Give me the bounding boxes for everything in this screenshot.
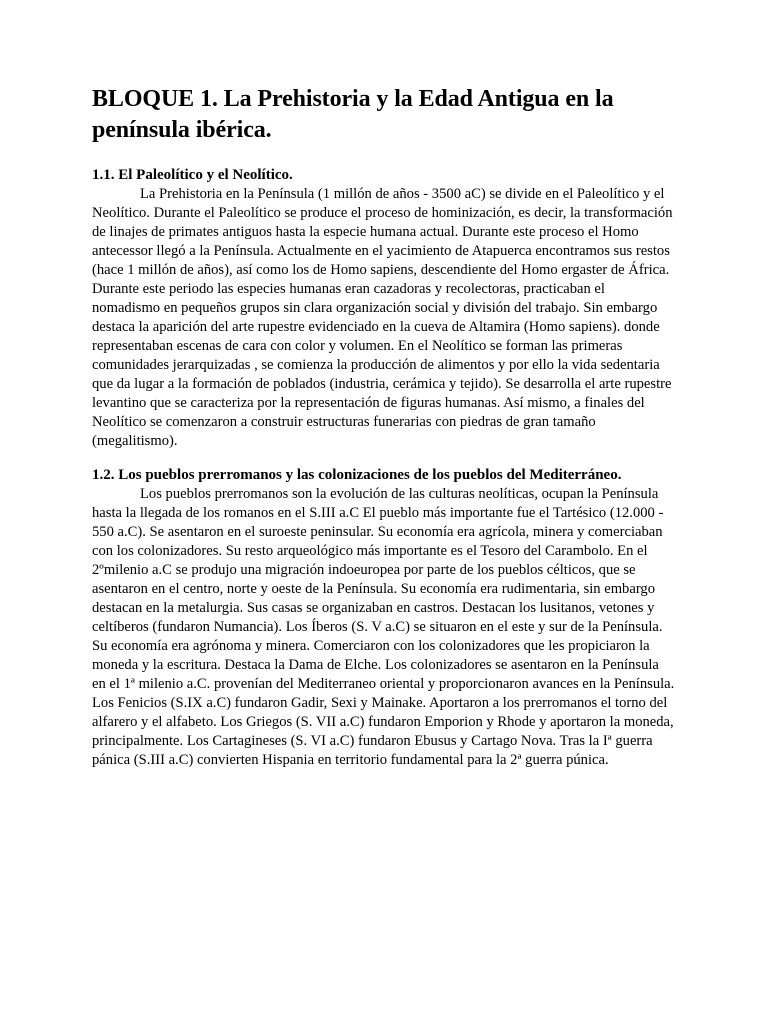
section-paragraph: La Prehistoria en la Península (1 millón de años - 3500 aC) se divide en el Paleolítico y el Neolítico. Durante el Paleolítico se produce el proceso de hominización, es decir, la transformación de linajes de primates antiguos hasta la especie humana actual. Durante este proceso el Homo antecessor llegó a la Península. Actualmente en el yacimiento de Atapuerca encontramos sus restos (hace 1 millón de años), así como los de Homo sapiens, descendiente del Homo ergaster de África. Durante este periodo las especies humanas eran cazadoras y recolectoras, practicaban el nomadismo en pequeños grupos sin clara organización social y división del trabajo. Sin embargo destaca la aparición del arte rupestre evidenciado en la cueva de Altamira (Homo sapiens). donde representaban escenas de cara con color y volumen. En el Neolítico se forman las primeras comunidades jerarquizadas , se comienza la producción de alimentos y por ello la vida sedentaria que da lugar a la formación de poblados (industria, cerámica y tejido). Se desarrolla el arte rupestre levantino que se caracteriza por la representación de figuras humanas. Así mismo, a finales del Neolítico se comenzaron a construir estructuras funerarias con piedras de gran tamaño (megalitismo). xyxy=(92,186,673,449)
section-paragraph: Los pueblos prerromanos son la evolución de las culturas neolíticas, ocupan la Península hasta la llegada de los romanos en el S.III a.C El pueblo más importante fue el Tartésico (12.000 - 550 a.C). Se asentaron en el suroeste peninsular. Su economía era agrícola, minera y comerciaban con los colonizadores. Su resto arqueológico más importante es el Tesoro del Carambolo. En el 2ºmilenio a.C se produjo una migración indoeuropea por parte de los pueblos célticos, que se asentaron en el centro, norte y oeste de la Península. Su economía era rudimentaria, sin embargo destacan en la metalurgia. Sus casas se organizaban en castros. Destacan los lusitanos, vetones y celtíberos (fundaron Numancia). Los Íberos (S. V a.C) se situaron en el este y sur de la Península. Su economía era agrónoma y minera. Comerciaron con los colonizadores que les propiciaron la moneda y la escritura. Destaca la Dama de Elche. Los colonizadores se asentaron en la Península en el 1ª milenio a.C. provenían del Mediterraneo oriental y proporcionaron avances en la Península. Los Fenicios (S.IX a.C) fundaron Gadir, Sexi y Mainake. Aportaron a los prerromanos el torno del alfarero y el alfabeto. Los Griegos (S. VII a.C) fundaron Emporion y Rhode y aportaron la moneda, principalmente. Los Cartagineses (S. VI a.C) fundaron Ebusus y Cartago Nova. Tras la Iª guerra pánica (S.III a.C) convierten Hispania en territorio fundamental para la 2ª guerra púnica. xyxy=(92,486,675,768)
section-paleolitico-neolitico xyxy=(92,166,676,451)
document-title: BLOQUE 1. La Prehistoria y la Edad Antigua en la península ibérica. xyxy=(92,86,614,143)
section-heading: 1.1. El Paleolítico y el Neolítico. xyxy=(92,167,293,183)
document-page xyxy=(92,84,676,785)
section-heading: 1.2. Los pueblos prerromanos y las colonizaciones de los pueblos del Mediterráneo. xyxy=(92,467,622,483)
section-pueblos-prerromanos xyxy=(92,466,676,770)
